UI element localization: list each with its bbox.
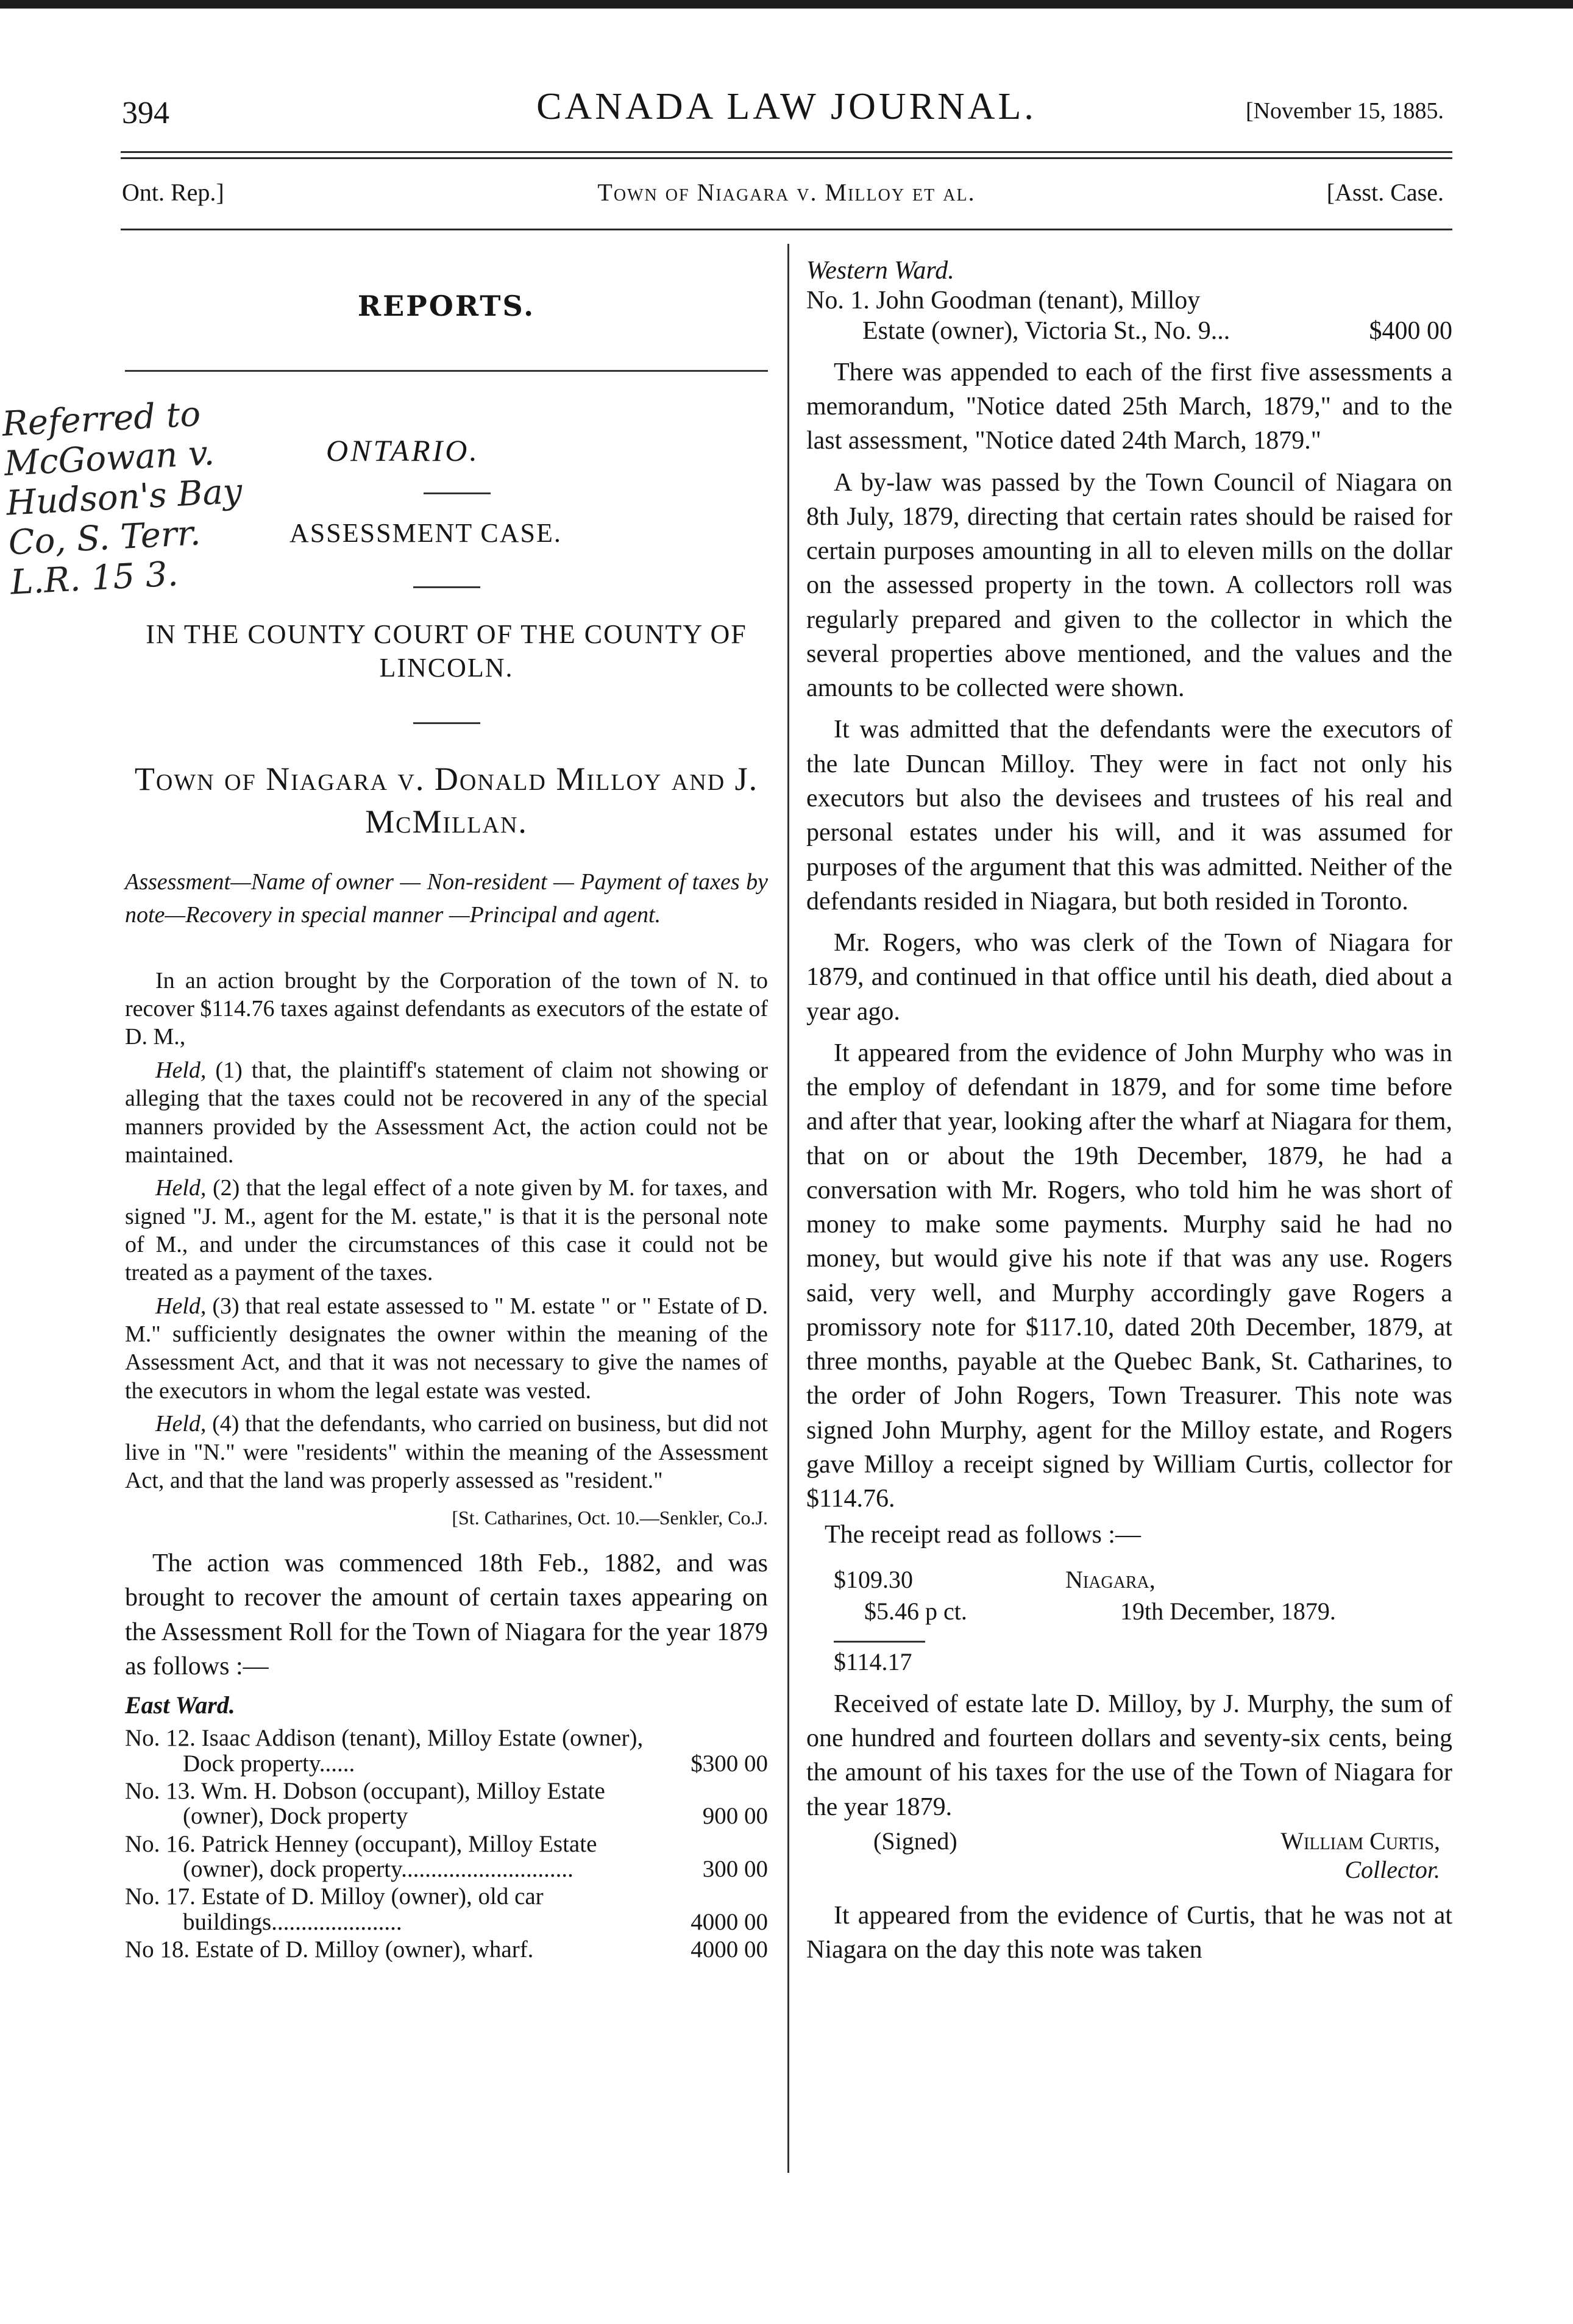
handwritten-line: L.R. 15 3. [9,554,179,603]
closing-paragraph: It appeared from the evidence of Curtis, that he was not at Niagara on the day this note was taken [806,1901,1452,1964]
entry-amount: 900 00 [702,1803,768,1830]
section-rule [125,370,768,372]
western-entry-text: Estate (owner), Victoria St., No. 9... [862,317,1230,346]
divider-short [424,492,491,494]
entry-text: No. 17. Estate of D. Milloy (owner), old car buildings...................... [125,1883,544,1935]
held-label: Held, [155,1175,207,1201]
western-ward-heading: Western Ward. [806,257,954,285]
entry-text: No. 12. Isaac Addison (tenant), Milloy Estate (owner), Dock property...... [125,1725,644,1777]
assessment-entry [125,1884,768,1935]
running-head-right: [Asst. Case. [1326,179,1444,206]
running-head-rule [121,229,1452,230]
entry-amount: 300 00 [702,1855,768,1882]
holding-text: (2) that the legal effect of a note given by M. for taxes, and signed "J. M., agent for the M. estate," is that it is the personal note of M., and under the circumstances of this case it could not be treated as a payment of the taxes. [125,1175,768,1286]
holding [125,1410,768,1494]
journal-title: CANADA LAW JOURNAL. [536,86,1037,127]
entry-amount: $300 00 [691,1750,768,1777]
page-top-border [0,0,1573,9]
entry-text: No. 13. Wm. H. Dobson (occupant), Milloy Estate (owner), Dock property [125,1777,605,1830]
header-rule-top [121,151,1452,153]
body-paragraph: It was admitted that the defendants were the executors of the late Duncan Milloy. They were in fact not only his executors but also the devisees and trustees of his real and personal estates under his will, and it was assumed for purposes of the argument that this was admitted. Neither of the defendants resided in Niagara, but both resided in Toronto. [806,716,1452,915]
issue-date: [November 15, 1885. [1245,98,1444,124]
column-divider [787,244,789,2173]
section-title: REPORTS. [357,290,536,322]
court-citation: [St. Catharines, Oct. 10.—Senkler, Co.J. [452,1507,768,1529]
assessment-entry [125,1725,768,1776]
entry-text: No. 16. Patrick Henney (occupant), Milloy Estate (owner), dock property............................. [125,1830,597,1882]
handwritten-line: Co, S. Terr. [7,513,202,563]
entry-amount: 4000 00 [691,1908,768,1935]
receipt [806,1564,1452,1884]
body-paragraph: It appeared from the evidence of John Murphy who was in the employ of defendant in 1879, and for some time before and after that year, looking after the wharf at Niagara for them, that on or about the 19th December, 1879, he had a conversation with Mr. Rogers, who told him he was short of money to make some payments. Murphy said he had no money, but would give his note if that was any use. Rogers said, very well, and Murphy accordingly gave Rogers a promissory note for $117.10, dated 20th December, 1879, at three months, payable at the Quebec Bank, St. Catharines, to the order of John Rogers, Town Treasurer. This note was signed John Murphy, agent for the Milloy estate, and Rogers gave Milloy a receipt signed by William Curtis, collector for $114.76. [806,1039,1452,1513]
entry-amount: 4000 00 [691,1936,768,1963]
head-note: Assessment—Name of owner — Non-resident — Payment of taxes by note—Recovery in special manner —Principal and agent. [125,869,768,928]
summary: In an action brought by the Corporation of the town of N. to recover $114.76 taxes against defendants as executors of the estate of D. M., [125,967,768,1050]
divider-short [413,586,480,588]
east-ward-list [125,1725,768,1962]
western-entry-amount: $400 00 [1369,317,1452,346]
receipt-place: Niagara, [1065,1565,1156,1593]
body-paragraph: A by-law was passed by the Town Council of Niagara on 8th July, 1879, directing that certain rates should be raised for certain purposes amounting in all to eleven mills on the dollar on the assessed property in the town. A collectors roll was regularly prepared and given to the collector in which the several properties above mentioned, and the values and the amounts to be collected were shown. [806,468,1452,703]
signer-title: Collector. [1344,1855,1440,1883]
court-heading: IN THE COUNTY COURT OF THE COUNTY OF LINCOLN. [146,619,747,683]
case-title: Town of Niagara v. Donald Milloy and J. McMillan. [134,761,759,840]
holding-text: (3) that real estate assessed to " M. estate " or " Estate of D. M." sufficiently designates the owner within the meaning of the Assessment Act, and that it was not necessary to give the names of the executors in whom the legal estate was vested. [125,1293,768,1404]
holding [125,1056,768,1169]
held-label: Held, [155,1411,207,1437]
handwritten-line: Hudson's Bay [5,471,244,524]
assessment-entry [125,1832,768,1882]
opening-paragraph: The action was commenced 18th Feb., 1882, and was brought to recover the amount of certain taxes appearing on the Assessment Roll for the Town of Niagara for the year 1879 as follows :— [125,1549,768,1681]
holding-text: (1) that, the plaintiff's statement of claim not showing or alleging that the taxes could not be recovered in any of the special manners provided by the Assessment Act, the action could not be maintained. [125,1057,768,1168]
holding-text: (4) that the defendants, who carried on business, but did not live in "N." were "residents" within the meaning of the Assessment Act, and that the land was properly assessed as "resident." [125,1411,768,1493]
running-head-left: Ont. Rep.] [122,179,224,206]
handwritten-line: Referred to [1,394,202,444]
province-heading: ONTARIO. [326,433,480,467]
left-column [125,256,768,1964]
body-paragraph: Mr. Rogers, who was clerk of the Town of Niagara for 1879, and continued in that office until his death, died about a year ago. [806,929,1452,1026]
receipt-total: $114.17 [834,1647,912,1675]
holding [125,1292,768,1405]
running-head-center: Town of Niagara v. Milloy et al. [597,179,976,206]
receipt-intro: The receipt read as follows :— [825,1520,1141,1549]
receipt-header-row [806,1564,1452,1596]
case-type: ASSESSMENT CASE. [289,518,562,548]
entry-text: No 18. Estate of D. Milloy (owner), wharf. [125,1936,534,1963]
divider-short [413,722,480,724]
east-ward-heading: East Ward. [125,1691,235,1719]
handwritten-line: McGowan v. [3,433,216,484]
held-label: Held, [155,1057,207,1083]
assessment-entry [125,1937,768,1962]
western-entry-line: No. 1. John Goodman (tenant), Milloy [806,286,1201,314]
receipt-header-row [806,1596,1452,1627]
body-paragraph: There was appended to each of the first five assessments a memorandum, "Notice dated 25th March, 1879," and to the last assessment, "Notice dated 24th March, 1879." [806,358,1452,455]
receipt-text: Received of estate late D. Milloy, by J. Murphy, the sum of one hundred and fourteen dollars and seventy-six cents, being the amount of his taxes for the use of the Town of Niagara for the year 1879. [806,1690,1452,1821]
receipt-date: 19th December, 1879. [1120,1597,1336,1625]
receipt-amount: $109.30 [834,1565,913,1593]
receipt-rule [834,1641,925,1643]
western-entry [806,316,1452,346]
signer-name: William Curtis, [1280,1827,1440,1855]
signature-row [806,1827,1452,1855]
right-column [806,256,1452,1974]
holding [125,1174,768,1287]
assessment-entry [125,1779,768,1829]
page-number: 394 [122,96,169,130]
held-label: Held, [155,1293,207,1319]
signed-label: (Signed) [873,1827,957,1855]
receipt-percentage: $5.46 p ct. [864,1597,967,1625]
header-rule-bottom [121,157,1452,159]
